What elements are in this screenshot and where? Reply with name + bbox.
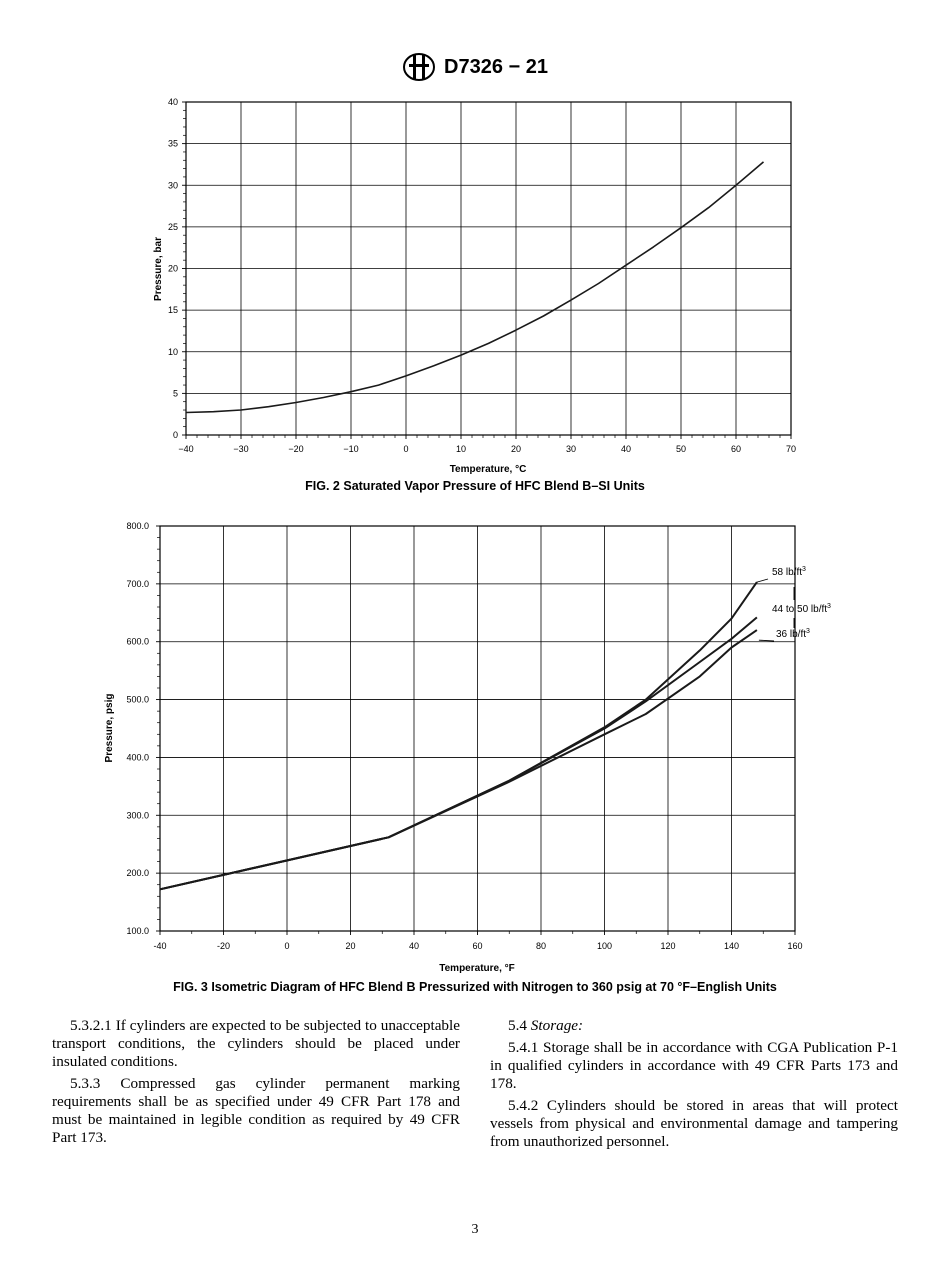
fig2-x-tick-label: 40 [620,444,632,454]
fig2-x-tick-label: 30 [565,444,577,454]
fig3-x-tick-label: 160 [787,941,803,951]
fig3-y-tick-label: 800.0 [126,521,149,531]
fig2-y-tick-label: 25 [167,221,178,232]
fig3-series-annotation: 44 to 50 $lb/ft^3$ [772,603,831,615]
paragraph-5-3-3: 5.3.3 Compressed gas cylinder permanent marking requirements shall be as specified under 49 CFR Part 178 and must be maintained in legible condition as required by 49 CFR Part 173. [52,1075,460,1146]
fig2-y-tick-label: 30 [167,180,178,191]
fig3-xlabel: Temperature, °F [439,963,515,974]
fig3-caption: FIG. 3 Isometric Diagram of HFC Blend B Pressurized with Nitrogen to 360 psig at 70 °F–English Units [173,980,777,994]
fig3-x-tick-label: -20 [216,941,231,951]
page-header [0,52,950,82]
fig3-x-tick-label: 0 [284,941,290,951]
fig2-x-tick-label: −40 [178,444,194,454]
fig2-xlabel: Temperature, °C [449,464,527,475]
fig3-x-tick-label: -40 [153,941,167,951]
fig3-leader-line [757,579,768,582]
fig3-x-tick-label: 60 [472,941,483,951]
fig2-y-tick-label: 20 [167,263,178,274]
page-number: 3 [471,1222,479,1237]
fig2-y-tick-label: 5 [172,388,178,399]
fig3-y-tick-label: 600.0 [126,636,149,647]
fig3-chart [0,515,950,975]
fig2-x-tick-label: 10 [455,444,467,454]
standard-designation: D7326 − 21 [444,55,548,78]
fig3-x-tick-label: 120 [660,941,676,951]
fig3-x-tick-label: 140 [723,941,740,951]
fig3-ylabel: Pressure, psig [104,693,115,763]
fig2-y-tick-label: 40 [167,97,178,107]
section-title: Storage: [530,1017,584,1034]
fig3-y-tick-label: 500.0 [126,694,149,705]
fig2-x-tick-label: 50 [675,444,687,454]
fig3-y-tick-label: 400.0 [126,752,149,763]
fig2-y-tick-label: 0 [172,430,178,440]
fig3-series-line [160,617,757,889]
fig2-ylabel: Pressure, bar [153,237,164,301]
fig2-caption: FIG. 2 Saturated Vapor Pressure of HFC Blend B–SI Units [305,479,645,493]
fig2-series-line [186,162,764,413]
fig2-y-tick-label: 35 [167,138,178,149]
fig3-series-annotation: 36 $lb/ft^3$ [776,628,810,640]
fig3-series-line [160,582,757,889]
fig2-x-tick-label: 20 [510,444,522,454]
paragraph-5-3-2-1: 5.3.2.1 If cylinders are expected to be subjected to unacceptable transport conditions, the cylinders should be placed under insulated conditions. [52,1017,460,1070]
section-number: 5.4 [508,1017,527,1034]
fig3-y-tick-label: 300.0 [126,810,149,821]
fig2-x-tick-label: −10 [343,444,359,454]
fig2-chart [0,95,950,575]
paragraph-5-4-1: 5.4.1 Storage shall be in accordance with CGA Publication P-1 in qualified cylinders in accordance with 49 CFR Parts 173 and 178. [490,1039,898,1092]
left-column [52,1017,460,1151]
fig3-y-tick-label: 200.0 [126,868,149,879]
astm-logo-icon [402,52,436,82]
fig2-x-tick-label: −30 [233,444,249,454]
fig2-y-tick-label: 15 [167,305,178,316]
fig3-x-tick-label: 40 [408,941,420,951]
fig3-series-annotation: 58 $lb/ft^3$ [772,566,806,578]
fig3-y-tick-label: 100.0 [126,926,149,936]
fig3-series-line [160,630,757,889]
fig2-x-tick-label: −20 [288,444,304,454]
fig3-x-tick-label: 80 [535,941,547,951]
fig2-x-tick-label: 60 [730,444,742,454]
fig3-x-tick-label: 20 [345,941,356,951]
fig3-y-tick-label: 700.0 [126,578,149,589]
fig2-x-tick-label: 70 [785,444,797,454]
fig3-leader-line [759,640,774,641]
fig2-y-tick-label: 10 [167,346,178,357]
fig3-x-tick-label: 100 [596,941,613,951]
section-heading [490,1017,898,1035]
fig2-x-tick-label: 0 [403,444,409,454]
paragraph-5-4-2: 5.4.2 Cylinders should be stored in areas that will protect vessels from physical and environmental damage and tampering from unauthorized personnel. [490,1097,898,1150]
right-column [490,1017,898,1155]
